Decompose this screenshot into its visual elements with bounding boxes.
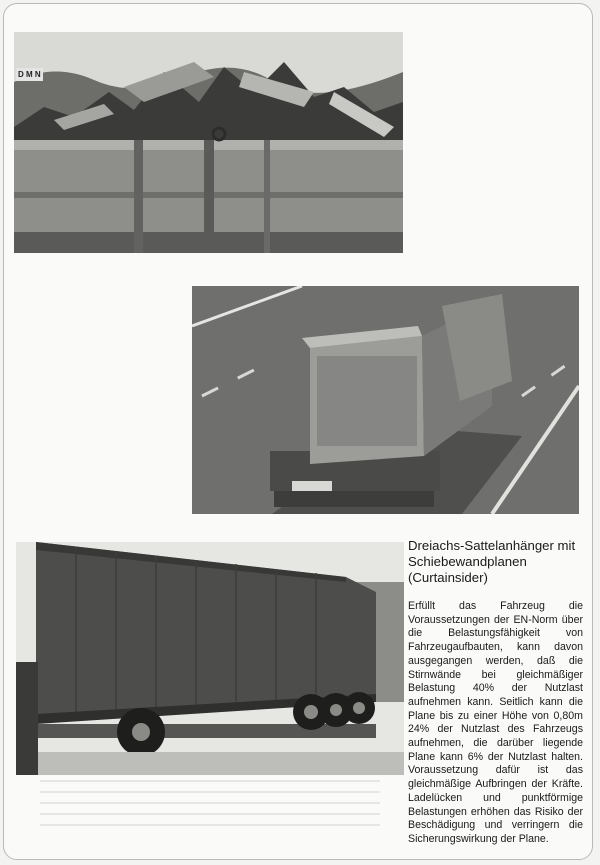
caption-block bbox=[408, 538, 583, 847]
photo-skip-loader-truck bbox=[192, 286, 579, 514]
bleed-through-text bbox=[40, 780, 380, 828]
photo-scrap-container bbox=[14, 32, 403, 253]
photo-curtainsider-trailer bbox=[16, 542, 404, 775]
caption-body: Erfüllt das Fahrzeug die Voraussetzungen der EN-Norm über die Belastungsfähigkeit von Fahrzeugaufbauten, kann davon ausgegangen werden, daß die Stirnwände bei gleichmäßiger Belastung 40% der Nutzlast aufnehmen kann. Seitlich kann die Plane bis zu einer Höhe von 0,80m 24% der Nutzlast des Fahrzeugs aufnehmen, die darüber liegende Plane kann 6% der Nutzlast halten. Voraussetzung dafür ist das gleichmäßige Aufbringen der Kräfte. Ladelücken und punktförmige Belastungen erhöhen das Risiko der Beschädigung und verringern die Sicherungswirkung der Plane. bbox=[408, 600, 583, 845]
container-sign: D M N bbox=[18, 70, 41, 79]
caption-title: Dreiachs-Sattelanhänger mit Schiebewandplanen (Curtainsider) bbox=[408, 538, 576, 585]
